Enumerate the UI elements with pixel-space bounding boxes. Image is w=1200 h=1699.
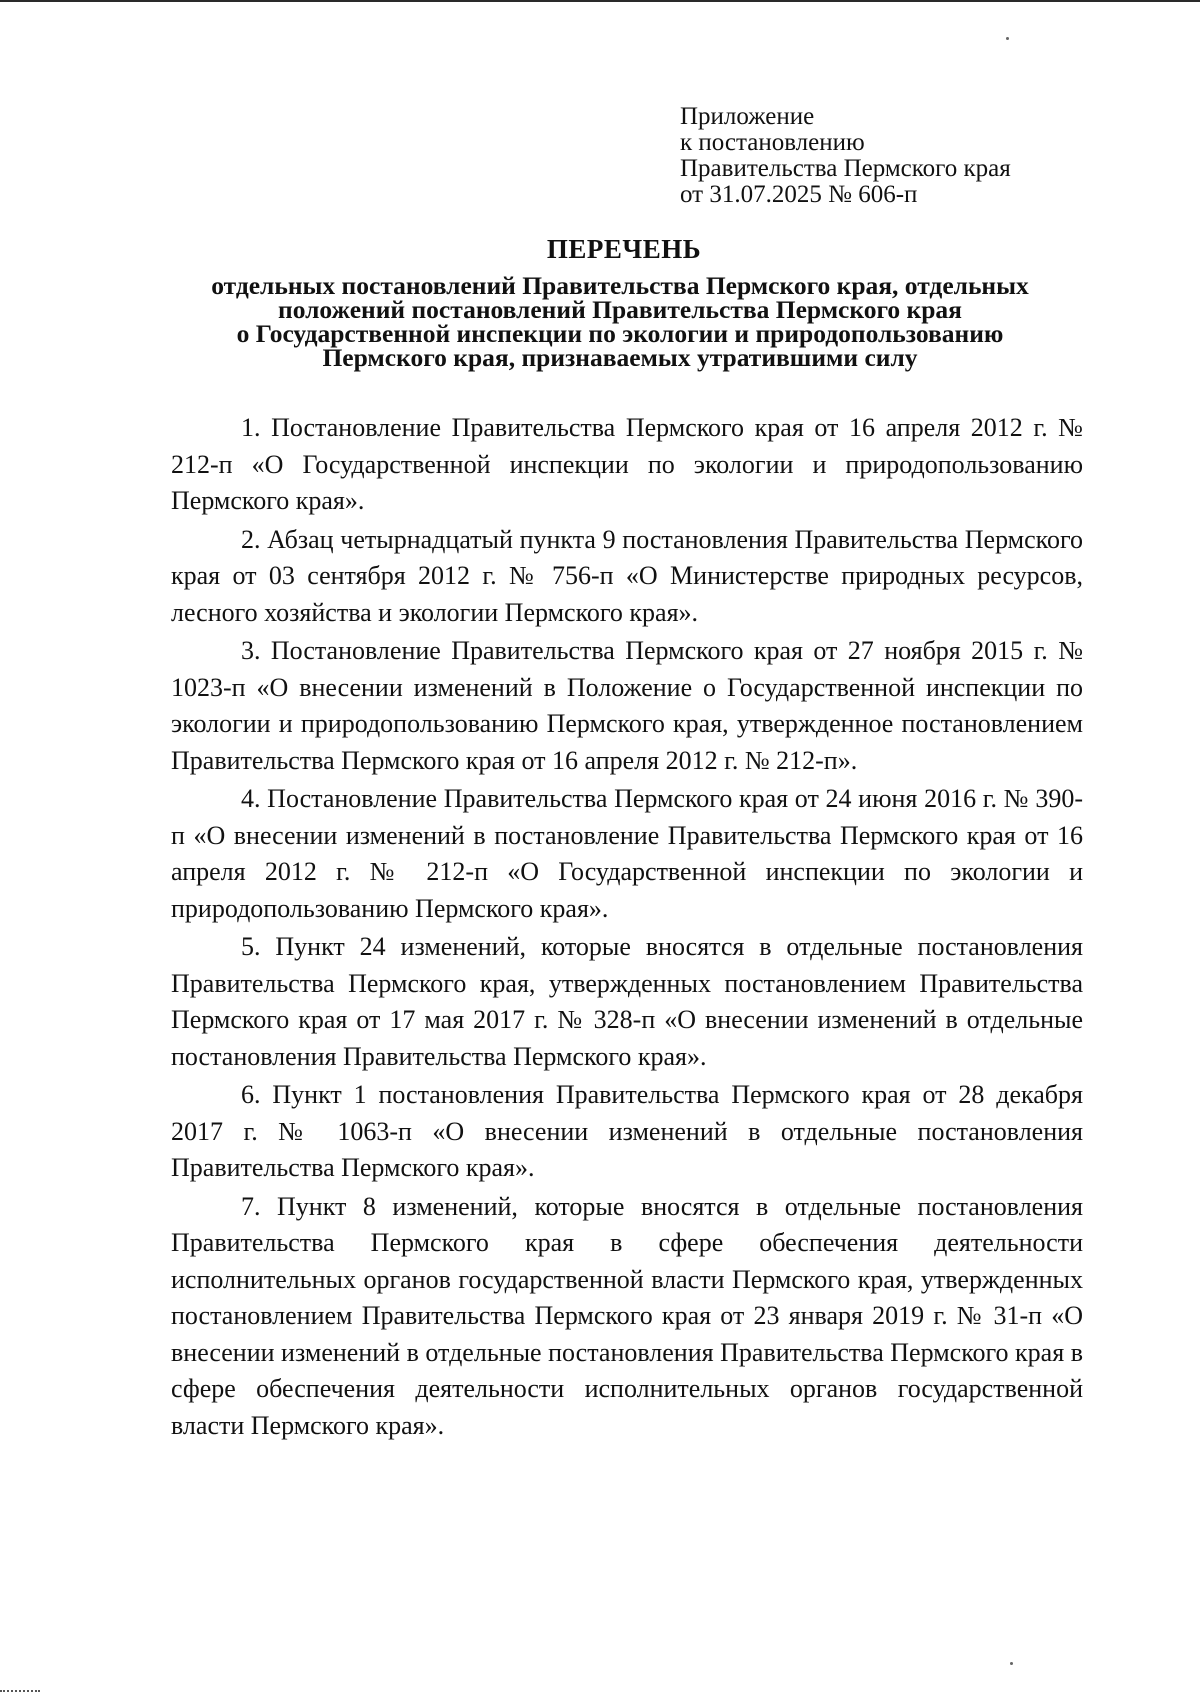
document-title: ПЕРЕЧЕНЬ [546, 234, 702, 264]
subtitle-line: Пермского края, признаваемых утратившими силу [322, 343, 918, 372]
annex-line: от 31.07.2025 № 606-п [680, 181, 918, 208]
scan-edge-top [0, 0, 1200, 2]
subtitle-line: о Государственной инспекции по экологии и природопользованию [236, 319, 1004, 348]
subtitle-line: отдельных постановлений Правительства Пермского края, отдельных [211, 271, 1029, 300]
list-item: 7. Пункт 8 изменений, которые вносятся в отдельные постановления Правительства Пермского края в сфере обеспечения деятельности исполнительных органов государственной власти Пермского края, утвержденных постановлением Правительства Пермского края от 23 января 2019 г. № 31-п «О внесении изменений в отдельные постановления Правительства Пермского края в сфере обеспечения деятельности исполнительных органов государственной власти Пермского края». [171, 1191, 1083, 1440]
annex-line: к постановлению [680, 129, 865, 156]
list-item: 2. Абзац четырнадцатый пункта 9 постановления Правительства Пермского края от 03 сентября 2012 г. № 756-п «О Министерстве природных ресурсов, лесного хозяйства и экологии Пермского края». [171, 524, 1083, 627]
list-item: 3. Постановление Правительства Пермского края от 27 ноября 2015 г. № 1023-п «О внесении изменений в Положение о Государственной инспекции по экологии и природопользованию Пермского края, утвержденное постановлением Правительства Пермского края от 16 апреля 2012 г. № 212-п». [171, 636, 1083, 775]
annex-block [680, 104, 1011, 208]
list-item: 5. Пункт 24 изменений, которые вносятся в отдельные постановления Правительства Пермского края, утвержденных постановлением Правительства Пермского края от 17 мая 2017 г. № 328-п «О внесении изменений в отдельные постановления Правительства Пермского края». [171, 932, 1083, 1071]
subtitle-line: положений постановлений Правительства Пермского края [278, 295, 962, 324]
list-item: 1. Постановление Правительства Пермского края от 16 апреля 2012 г. № 212-п «О Государственной инспекции по экологии и природопользованию Пермского края». [171, 413, 1083, 515]
scan-edge-mark [0, 1690, 40, 1695]
annex-line: Приложение [680, 103, 815, 130]
scan-speck [1010, 1662, 1013, 1665]
document-body [171, 410, 1083, 1446]
scan-speck [1006, 37, 1009, 40]
annex-line: Правительства Пермского края [680, 155, 1011, 182]
list-item: 6. Пункт 1 постановления Правительства Пермского края от 28 декабря 2017 г. № 1063-п «О внесении изменений в отдельные постановления Правительства Пермского края». [171, 1080, 1083, 1182]
list-item: 4. Постановление Правительства Пермского края от 24 июня 2016 г. № 390-п «О внесении изменений в постановление Правительства Пермского края от 16 апреля 2012 г. № 212-п «О Государственной инспекции по экологии и природопользованию Пермского края». [171, 784, 1083, 923]
document-subtitle [150, 271, 1090, 372]
